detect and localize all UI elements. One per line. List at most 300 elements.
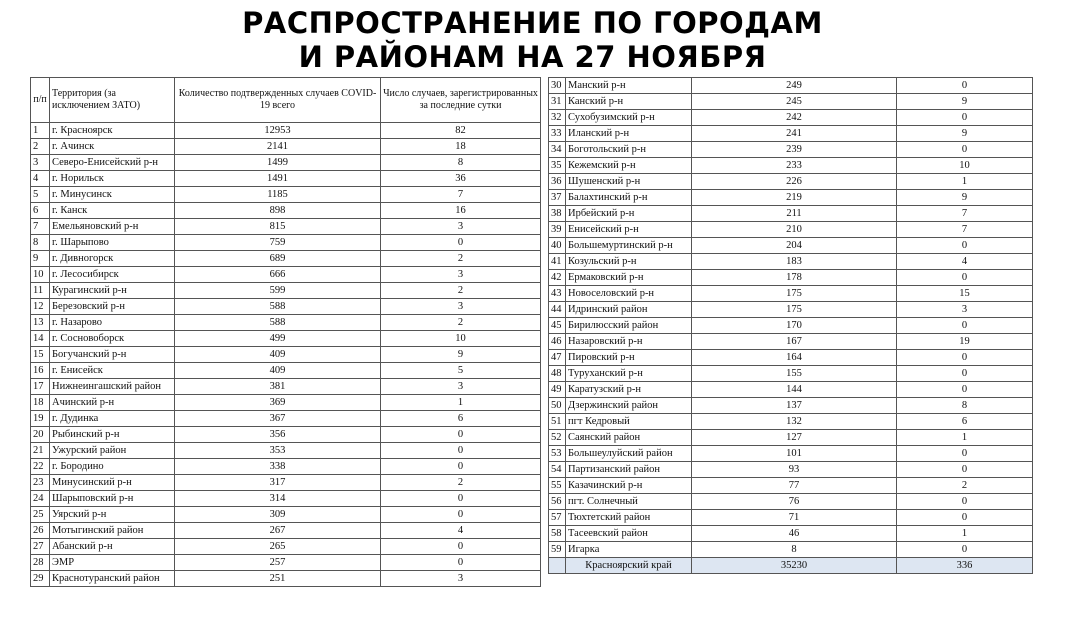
row-number: 3 xyxy=(31,155,50,171)
daily-cases: 8 xyxy=(381,155,541,171)
daily-cases: 16 xyxy=(381,203,541,219)
table-row xyxy=(549,382,1033,398)
table-row xyxy=(549,174,1033,190)
daily-cases: 4 xyxy=(897,254,1033,270)
table-row xyxy=(31,219,541,235)
total-cases: 249 xyxy=(692,78,897,94)
table-row xyxy=(31,139,541,155)
daily-cases: 0 xyxy=(897,350,1033,366)
daily-cases: 0 xyxy=(897,318,1033,334)
row-number: 4 xyxy=(31,171,50,187)
table-row xyxy=(549,510,1033,526)
daily-cases: 2 xyxy=(381,315,541,331)
row-number: 21 xyxy=(31,443,50,459)
total-cases: 211 xyxy=(692,206,897,222)
territory-name: Новоселовский р-н xyxy=(566,286,692,302)
header-day: Число случаев, зарегистрированных за последние сутки xyxy=(381,78,541,123)
territory-name: Игарка xyxy=(566,542,692,558)
total-cases: 267 xyxy=(175,523,381,539)
daily-cases: 3 xyxy=(381,379,541,395)
daily-cases: 0 xyxy=(897,110,1033,126)
daily-cases: 3 xyxy=(381,219,541,235)
total-cases: 233 xyxy=(692,158,897,174)
row-number: 10 xyxy=(31,267,50,283)
table-row xyxy=(31,235,541,251)
table-row xyxy=(549,302,1033,318)
total-cases: 210 xyxy=(692,222,897,238)
row-number: 40 xyxy=(549,238,566,254)
row-number: 46 xyxy=(549,334,566,350)
territory-name: Назаровский р-н xyxy=(566,334,692,350)
title-line-1: РАСПРОСТРАНЕНИЕ ПО ГОРОДАМ xyxy=(242,6,823,40)
table-row xyxy=(549,206,1033,222)
daily-cases: 7 xyxy=(381,187,541,203)
table-row xyxy=(31,347,541,363)
row-number: 44 xyxy=(549,302,566,318)
row-number: 59 xyxy=(549,542,566,558)
daily-cases: 6 xyxy=(897,414,1033,430)
territory-name: г. Енисейск xyxy=(50,363,175,379)
daily-cases: 8 xyxy=(897,398,1033,414)
total-cases: 167 xyxy=(692,334,897,350)
total-cases: 759 xyxy=(175,235,381,251)
row-number: 53 xyxy=(549,446,566,462)
territory-name: Емельяновский р-н xyxy=(50,219,175,235)
table-row xyxy=(31,475,541,491)
row-number: 24 xyxy=(31,491,50,507)
row-number: 7 xyxy=(31,219,50,235)
table-row xyxy=(549,78,1033,94)
row-number: 13 xyxy=(31,315,50,331)
title-line-2: И РАЙОНАМ НА 27 НОЯБРЯ xyxy=(298,40,767,74)
table-row xyxy=(549,142,1033,158)
table-row xyxy=(31,155,541,171)
territory-name: Боготольский р-н xyxy=(566,142,692,158)
total-cases: 239 xyxy=(692,142,897,158)
total-cases: 170 xyxy=(692,318,897,334)
total-cases: 338 xyxy=(175,459,381,475)
table-row xyxy=(31,411,541,427)
daily-cases: 0 xyxy=(897,78,1033,94)
total-cases: 309 xyxy=(175,507,381,523)
daily-cases: 9 xyxy=(381,347,541,363)
daily-cases: 19 xyxy=(897,334,1033,350)
row-number: 18 xyxy=(31,395,50,411)
total-cases: 353 xyxy=(175,443,381,459)
row-number: 39 xyxy=(549,222,566,238)
territory-name: Рыбинский р-н xyxy=(50,427,175,443)
total-cases: 77 xyxy=(692,478,897,494)
table-row xyxy=(31,443,541,459)
table-row xyxy=(31,299,541,315)
row-number: 12 xyxy=(31,299,50,315)
header-row xyxy=(31,78,541,123)
row-number: 16 xyxy=(31,363,50,379)
total-cases: 1499 xyxy=(175,155,381,171)
daily-cases: 0 xyxy=(381,555,541,571)
row-number: 8 xyxy=(31,235,50,251)
row-number: 29 xyxy=(31,571,50,587)
daily-cases: 3 xyxy=(381,571,541,587)
total-cases: 183 xyxy=(692,254,897,270)
daily-cases: 0 xyxy=(897,446,1033,462)
table-row xyxy=(31,395,541,411)
table-row xyxy=(549,94,1033,110)
total-cases: 409 xyxy=(175,363,381,379)
total-cases: 588 xyxy=(175,315,381,331)
row-number: 43 xyxy=(549,286,566,302)
total-cases: 599 xyxy=(175,283,381,299)
territory-name: г. Шарыпово xyxy=(50,235,175,251)
daily-cases: 0 xyxy=(897,270,1033,286)
row-number: 20 xyxy=(31,427,50,443)
territory-name: Каратузский р-н xyxy=(566,382,692,398)
row-number: 58 xyxy=(549,526,566,542)
row-number: 27 xyxy=(31,539,50,555)
table-left xyxy=(30,77,541,587)
daily-cases: 10 xyxy=(897,158,1033,174)
territory-name: Сухобузимский р-н xyxy=(566,110,692,126)
territory-name: Северо-Енисейский р-н xyxy=(50,155,175,171)
table-row xyxy=(549,222,1033,238)
row-number: 30 xyxy=(549,78,566,94)
row-number: 28 xyxy=(31,555,50,571)
table-row xyxy=(31,187,541,203)
daily-cases: 0 xyxy=(897,238,1033,254)
territory-name: Дзержинский район xyxy=(566,398,692,414)
table-row xyxy=(31,571,541,587)
total-cases: 251 xyxy=(175,571,381,587)
row-number: 5 xyxy=(31,187,50,203)
territory-name: Козульский р-н xyxy=(566,254,692,270)
territory-name: г. Дивногорск xyxy=(50,251,175,267)
territory-name: Ермаковский р-н xyxy=(566,270,692,286)
daily-cases: 3 xyxy=(381,299,541,315)
daily-cases: 0 xyxy=(381,443,541,459)
territory-name: Богучанский р-н xyxy=(50,347,175,363)
total-cases: 265 xyxy=(175,539,381,555)
table-row xyxy=(549,238,1033,254)
total-cases: 76 xyxy=(692,494,897,510)
territory-name: г. Красноярск xyxy=(50,123,175,139)
territory-name: г. Бородино xyxy=(50,459,175,475)
row-number xyxy=(549,558,566,574)
daily-cases: 18 xyxy=(381,139,541,155)
daily-cases: 82 xyxy=(381,123,541,139)
territory-name: г. Норильск xyxy=(50,171,175,187)
daily-cases: 0 xyxy=(381,539,541,555)
territory-name: г. Ачинск xyxy=(50,139,175,155)
table-row xyxy=(549,446,1033,462)
daily-cases: 6 xyxy=(381,411,541,427)
daily-cases: 2 xyxy=(381,251,541,267)
territory-name: Ачинский р-н xyxy=(50,395,175,411)
row-number: 2 xyxy=(31,139,50,155)
row-number: 17 xyxy=(31,379,50,395)
total-cases: 175 xyxy=(692,302,897,318)
daily-cases: 15 xyxy=(897,286,1033,302)
territory-name: Идринский район xyxy=(566,302,692,318)
daily-cases: 36 xyxy=(381,171,541,187)
territory-name: Туруханский р-н xyxy=(566,366,692,382)
table-row xyxy=(31,523,541,539)
row-number: 55 xyxy=(549,478,566,494)
territory-name: Уярский р-н xyxy=(50,507,175,523)
total-cases: 245 xyxy=(692,94,897,110)
total-cases: 317 xyxy=(175,475,381,491)
table-row xyxy=(549,494,1033,510)
territory-name: г. Лесосибирск xyxy=(50,267,175,283)
territory-name: г. Сосновоборск xyxy=(50,331,175,347)
total-cases: 499 xyxy=(175,331,381,347)
total-cases: 71 xyxy=(692,510,897,526)
total-cases: 226 xyxy=(692,174,897,190)
territory-name: Красноярский край xyxy=(566,558,692,574)
row-number: 19 xyxy=(31,411,50,427)
row-number: 32 xyxy=(549,110,566,126)
table-row xyxy=(549,366,1033,382)
total-cases: 93 xyxy=(692,462,897,478)
daily-cases: 5 xyxy=(381,363,541,379)
territory-name: Нижнеингашский район xyxy=(50,379,175,395)
header-num: п/п xyxy=(31,78,50,123)
table-row xyxy=(31,315,541,331)
territory-name: г. Канск xyxy=(50,203,175,219)
total-cases: 369 xyxy=(175,395,381,411)
territory-name: Краснотуранский район xyxy=(50,571,175,587)
row-number: 11 xyxy=(31,283,50,299)
total-cases: 242 xyxy=(692,110,897,126)
table-row xyxy=(31,555,541,571)
header-territory: Территория (за исключением ЗАТО) xyxy=(50,78,175,123)
daily-cases: 0 xyxy=(381,491,541,507)
row-number: 49 xyxy=(549,382,566,398)
total-cases: 367 xyxy=(175,411,381,427)
total-row xyxy=(549,558,1033,574)
daily-cases: 0 xyxy=(897,462,1033,478)
row-number: 35 xyxy=(549,158,566,174)
table-row xyxy=(549,286,1033,302)
row-number: 6 xyxy=(31,203,50,219)
total-cases: 164 xyxy=(692,350,897,366)
territory-name: Манский р-н xyxy=(566,78,692,94)
table-row xyxy=(549,478,1033,494)
daily-cases: 3 xyxy=(381,267,541,283)
total-cases: 144 xyxy=(692,382,897,398)
table-row xyxy=(31,123,541,139)
table-row xyxy=(31,267,541,283)
total-cases: 1185 xyxy=(175,187,381,203)
daily-cases: 2 xyxy=(381,283,541,299)
table-row xyxy=(31,427,541,443)
table-row xyxy=(31,251,541,267)
daily-cases: 0 xyxy=(897,494,1033,510)
daily-cases: 1 xyxy=(897,174,1033,190)
table-row xyxy=(31,507,541,523)
daily-cases: 336 xyxy=(897,558,1033,574)
table-row xyxy=(549,190,1033,206)
total-cases: 257 xyxy=(175,555,381,571)
territory-name: Большеулуйский район xyxy=(566,446,692,462)
territory-name: Казачинский р-н xyxy=(566,478,692,494)
territory-name: Саянский район xyxy=(566,430,692,446)
daily-cases: 9 xyxy=(897,190,1033,206)
row-number: 31 xyxy=(549,94,566,110)
territory-name: Абанский р-н xyxy=(50,539,175,555)
total-cases: 815 xyxy=(175,219,381,235)
total-cases: 35230 xyxy=(692,558,897,574)
daily-cases: 9 xyxy=(897,126,1033,142)
daily-cases: 4 xyxy=(381,523,541,539)
territory-name: Ирбейский р-н xyxy=(566,206,692,222)
row-number: 37 xyxy=(549,190,566,206)
table-row xyxy=(549,350,1033,366)
territory-name: г. Дудинка xyxy=(50,411,175,427)
daily-cases: 3 xyxy=(897,302,1033,318)
daily-cases: 1 xyxy=(381,395,541,411)
territory-name: Кежемский р-н xyxy=(566,158,692,174)
territory-name: Шарыповский р-н xyxy=(50,491,175,507)
total-cases: 2141 xyxy=(175,139,381,155)
territory-name: пгт Кедровый xyxy=(566,414,692,430)
table-row xyxy=(31,539,541,555)
table-right xyxy=(548,77,1033,574)
daily-cases: 7 xyxy=(897,222,1033,238)
total-cases: 666 xyxy=(175,267,381,283)
total-cases: 101 xyxy=(692,446,897,462)
territory-name: Енисейский р-н xyxy=(566,222,692,238)
daily-cases: 0 xyxy=(381,459,541,475)
territory-name: Курагинский р-н xyxy=(50,283,175,299)
row-number: 33 xyxy=(549,126,566,142)
row-number: 34 xyxy=(549,142,566,158)
row-number: 25 xyxy=(31,507,50,523)
header-total: Количество подтвержденных случаев COVID-19 всего xyxy=(175,78,381,123)
daily-cases: 10 xyxy=(381,331,541,347)
row-number: 36 xyxy=(549,174,566,190)
total-cases: 8 xyxy=(692,542,897,558)
row-number: 41 xyxy=(549,254,566,270)
table-row xyxy=(549,430,1033,446)
table-row xyxy=(549,414,1033,430)
table-row xyxy=(31,331,541,347)
row-number: 54 xyxy=(549,462,566,478)
total-cases: 204 xyxy=(692,238,897,254)
row-number: 45 xyxy=(549,318,566,334)
territory-name: г. Минусинск xyxy=(50,187,175,203)
territory-name: ЭМР xyxy=(50,555,175,571)
territory-name: пгт. Солнечный xyxy=(566,494,692,510)
territory-name: Большемуртинский р-н xyxy=(566,238,692,254)
total-cases: 588 xyxy=(175,299,381,315)
table-row xyxy=(31,283,541,299)
daily-cases: 0 xyxy=(381,507,541,523)
territory-name: Партизанский район xyxy=(566,462,692,478)
total-cases: 314 xyxy=(175,491,381,507)
table-row xyxy=(549,542,1033,558)
daily-cases: 0 xyxy=(897,142,1033,158)
table-row xyxy=(549,462,1033,478)
territory-name: Мотыгинский район xyxy=(50,523,175,539)
table-row xyxy=(31,203,541,219)
row-number: 9 xyxy=(31,251,50,267)
daily-cases: 7 xyxy=(897,206,1033,222)
total-cases: 241 xyxy=(692,126,897,142)
total-cases: 175 xyxy=(692,286,897,302)
table-row xyxy=(31,491,541,507)
territory-name: Бирилюсский район xyxy=(566,318,692,334)
territory-name: Шушенский р-н xyxy=(566,174,692,190)
table-row xyxy=(31,459,541,475)
table-row xyxy=(31,363,541,379)
total-cases: 12953 xyxy=(175,123,381,139)
total-cases: 1491 xyxy=(175,171,381,187)
row-number: 38 xyxy=(549,206,566,222)
territory-name: Ужурский район xyxy=(50,443,175,459)
daily-cases: 0 xyxy=(381,235,541,251)
row-number: 22 xyxy=(31,459,50,475)
row-number: 52 xyxy=(549,430,566,446)
daily-cases: 0 xyxy=(897,366,1033,382)
row-number: 48 xyxy=(549,366,566,382)
daily-cases: 2 xyxy=(897,478,1033,494)
table-row xyxy=(549,254,1033,270)
row-number: 1 xyxy=(31,123,50,139)
territory-name: Тюхтетский район xyxy=(566,510,692,526)
territory-name: Канский р-н xyxy=(566,94,692,110)
territory-name: Тасеевский район xyxy=(566,526,692,542)
table-row xyxy=(549,334,1033,350)
table-row xyxy=(549,398,1033,414)
row-number: 14 xyxy=(31,331,50,347)
daily-cases: 2 xyxy=(381,475,541,491)
row-number: 15 xyxy=(31,347,50,363)
total-cases: 137 xyxy=(692,398,897,414)
row-number: 50 xyxy=(549,398,566,414)
table-row xyxy=(549,158,1033,174)
total-cases: 178 xyxy=(692,270,897,286)
total-cases: 127 xyxy=(692,430,897,446)
row-number: 47 xyxy=(549,350,566,366)
daily-cases: 1 xyxy=(897,526,1033,542)
row-number: 51 xyxy=(549,414,566,430)
total-cases: 132 xyxy=(692,414,897,430)
row-number: 42 xyxy=(549,270,566,286)
table-row xyxy=(31,171,541,187)
territory-name: Балахтинский р-н xyxy=(566,190,692,206)
total-cases: 356 xyxy=(175,427,381,443)
territory-name: Березовский р-н xyxy=(50,299,175,315)
total-cases: 689 xyxy=(175,251,381,267)
total-cases: 898 xyxy=(175,203,381,219)
table-row xyxy=(549,110,1033,126)
total-cases: 381 xyxy=(175,379,381,395)
territory-name: Пировский р-н xyxy=(566,350,692,366)
row-number: 26 xyxy=(31,523,50,539)
daily-cases: 9 xyxy=(897,94,1033,110)
table-row xyxy=(549,318,1033,334)
total-cases: 155 xyxy=(692,366,897,382)
table-row xyxy=(31,379,541,395)
daily-cases: 0 xyxy=(897,510,1033,526)
territory-name: Минусинский р-н xyxy=(50,475,175,491)
daily-cases: 0 xyxy=(897,542,1033,558)
daily-cases: 0 xyxy=(897,382,1033,398)
row-number: 56 xyxy=(549,494,566,510)
total-cases: 46 xyxy=(692,526,897,542)
total-cases: 219 xyxy=(692,190,897,206)
daily-cases: 1 xyxy=(897,430,1033,446)
